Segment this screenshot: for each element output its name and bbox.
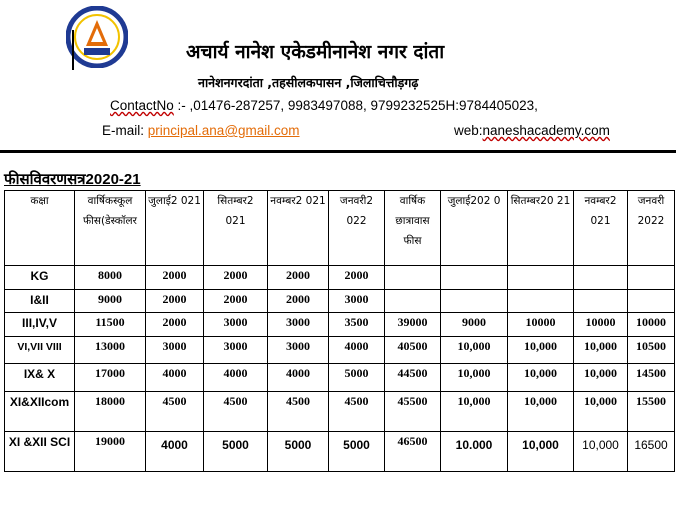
- fee-cell: 13000: [75, 337, 146, 364]
- section-title: फीसविवरणसत्र2020-21: [4, 171, 141, 188]
- class-cell: IX& X: [5, 364, 75, 392]
- class-cell: KG: [5, 266, 75, 290]
- table-row: [5, 337, 675, 364]
- header-cell: वार्षिकस्कूल फीस(डेस्कॉलर: [75, 191, 146, 266]
- fee-cell: 5000: [329, 364, 385, 392]
- fee-cell: 2000: [204, 266, 268, 290]
- header-cell: नवम्बर2 021: [574, 191, 628, 266]
- class-cell: VI,VII VIII: [5, 337, 75, 364]
- fee-cell: 3000: [268, 337, 329, 364]
- fee-cell: 46500: [385, 432, 441, 472]
- header-rule: [0, 150, 676, 153]
- fee-cell: 2000: [146, 290, 204, 313]
- fee-cell: 10,000: [574, 432, 628, 472]
- fee-cell: [385, 290, 441, 313]
- fee-cell: 8000: [75, 266, 146, 290]
- fee-cell: [508, 290, 574, 313]
- fee-cell: 5000: [268, 432, 329, 472]
- fee-cell: 4500: [146, 392, 204, 432]
- fee-cell: [385, 266, 441, 290]
- fee-cell: 2000: [329, 266, 385, 290]
- table-row: [5, 432, 675, 472]
- fee-cell: 10.000: [441, 432, 508, 472]
- fee-cell: 14500: [628, 364, 675, 392]
- fee-cell: 2000: [146, 266, 204, 290]
- contact-label: ContactNo: [110, 98, 174, 113]
- fee-cell: 10,000: [508, 392, 574, 432]
- class-cell: III,IV,V: [5, 313, 75, 337]
- table-row: [5, 290, 675, 313]
- fee-cell: [441, 266, 508, 290]
- fee-cell: 10,000: [574, 392, 628, 432]
- fee-cell: 3000: [146, 337, 204, 364]
- header-cell: जुलाई2 021: [146, 191, 204, 266]
- fee-cell: 10,000: [441, 364, 508, 392]
- table-row: [5, 266, 675, 290]
- fee-cell: 40500: [385, 337, 441, 364]
- fee-cell: 10000: [574, 313, 628, 337]
- class-cell: XI &XII SCI: [5, 432, 75, 472]
- fee-cell: [441, 290, 508, 313]
- email-label: E-mail:: [102, 123, 148, 138]
- header-cell: सितम्बर2 021: [204, 191, 268, 266]
- fee-cell: 4500: [268, 392, 329, 432]
- header-cell: जनवरी2 022: [329, 191, 385, 266]
- email-link[interactable]: principal.ana@gmail.com: [147, 123, 300, 138]
- header-divider: [72, 30, 74, 70]
- fee-cell: 11500: [75, 313, 146, 337]
- fee-cell: 4000: [268, 364, 329, 392]
- fee-cell: 10000: [508, 313, 574, 337]
- fee-cell: [628, 266, 675, 290]
- fee-cell: 2000: [268, 290, 329, 313]
- header-cell: सितम्बर20 21: [508, 191, 574, 266]
- table-row: [5, 313, 675, 337]
- header-cell: वार्षिक छात्रावास फीस: [385, 191, 441, 266]
- fee-cell: 4000: [329, 337, 385, 364]
- web-label: web:: [454, 123, 483, 138]
- class-cell: XI&XIIcom: [5, 392, 75, 432]
- header-cell: जुलाई202 0: [441, 191, 508, 266]
- header-cell: कक्षा: [5, 191, 75, 266]
- fee-cell: 39000: [385, 313, 441, 337]
- class-cell: I&II: [5, 290, 75, 313]
- fee-cell: [508, 266, 574, 290]
- fee-cell: 16500: [628, 432, 675, 472]
- school-address: नानेशनगरदांता ,तहसीलकपासन ,जिलाचित्तौड़गढ़: [198, 75, 419, 90]
- school-title: अचार्य नानेश एकेडमीनानेश नगर दांता: [186, 41, 445, 63]
- fee-cell: 10,000: [441, 392, 508, 432]
- fee-cell: 3500: [329, 313, 385, 337]
- fee-cell: 4500: [204, 392, 268, 432]
- fee-cell: 3000: [268, 313, 329, 337]
- fee-cell: 10,000: [574, 364, 628, 392]
- table-row: [5, 364, 675, 392]
- fee-cell: 10,000: [508, 432, 574, 472]
- header-cell: जनवरी 2022: [628, 191, 675, 266]
- academy-logo: [66, 6, 128, 68]
- fee-cell: 5000: [329, 432, 385, 472]
- fee-cell: 4000: [146, 364, 204, 392]
- fee-cell: 44500: [385, 364, 441, 392]
- fee-table: [4, 190, 675, 472]
- fee-cell: 9000: [441, 313, 508, 337]
- fee-cell: 2000: [146, 313, 204, 337]
- fee-cell: 3000: [204, 337, 268, 364]
- fee-cell: 10000: [628, 313, 675, 337]
- fee-cell: 4000: [146, 432, 204, 472]
- fee-cell: 2000: [268, 266, 329, 290]
- fee-cell: 10,000: [508, 337, 574, 364]
- fee-cell: 15500: [628, 392, 675, 432]
- fee-cell: 10,000: [441, 337, 508, 364]
- web-address: naneshacademy.com: [482, 123, 610, 138]
- fee-cell: 5000: [204, 432, 268, 472]
- fee-cell: 18000: [75, 392, 146, 432]
- fee-cell: [574, 266, 628, 290]
- fee-cell: 10,000: [508, 364, 574, 392]
- fee-cell: 45500: [385, 392, 441, 432]
- fee-cell: 2000: [204, 290, 268, 313]
- table-row: [5, 392, 675, 432]
- fee-cell: 10,000: [574, 337, 628, 364]
- fee-cell: [628, 290, 675, 313]
- fee-cell: 9000: [75, 290, 146, 313]
- fee-cell: [574, 290, 628, 313]
- fee-cell: 10500: [628, 337, 675, 364]
- fee-cell: 3000: [204, 313, 268, 337]
- fee-cell: 4500: [329, 392, 385, 432]
- contact-numbers: :- ,01476-287257, 9983497088, 9799232525H:9784405023,: [173, 98, 538, 113]
- fee-cell: 3000: [329, 290, 385, 313]
- email-line: [102, 123, 300, 138]
- table-header-row: [5, 191, 675, 266]
- contact-line: [110, 98, 538, 113]
- fee-cell: 17000: [75, 364, 146, 392]
- header-cell: नवम्बर2 021: [268, 191, 329, 266]
- web-line: [454, 123, 610, 138]
- fee-cell: 19000: [75, 432, 146, 472]
- fee-cell: 4000: [204, 364, 268, 392]
